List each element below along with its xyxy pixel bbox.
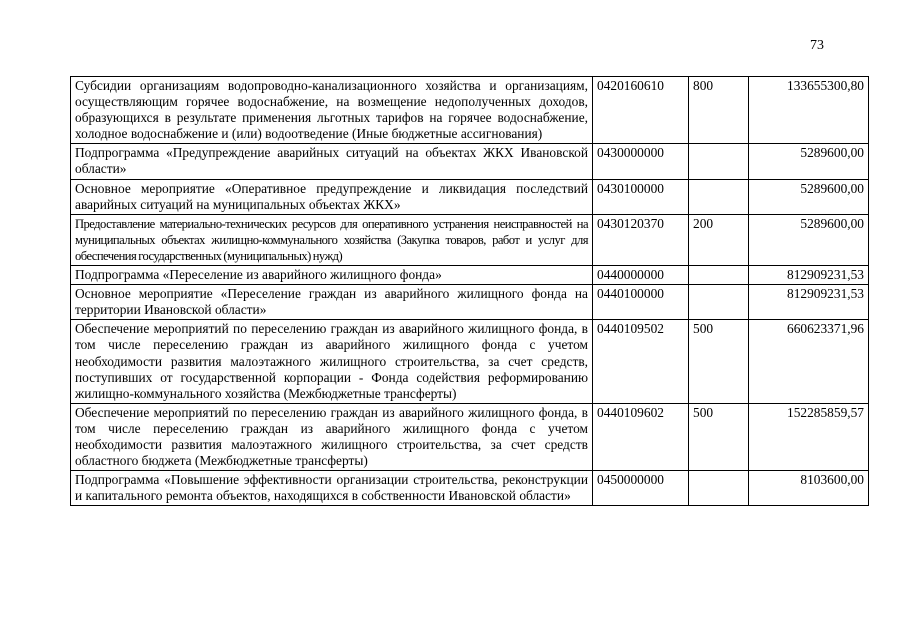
row-target-code: 0420160610 bbox=[593, 77, 689, 144]
row-expense-type: 500 bbox=[689, 320, 749, 403]
page-number: 73 bbox=[810, 38, 824, 53]
table-row bbox=[71, 266, 869, 285]
row-sum: 152285859,57 bbox=[749, 403, 869, 470]
row-name: Обеспечение мероприятий по переселению граждан из аварийного жилищного фонда, в том числе переселению граждан из аварийного жилищного фонда с учетом необходимости развития малоэтажного жилищного строительства, за счет средств, поступивших от государственной корпорации - Фонда содействия реформированию жилищно-коммунального хозяйства (Межбюджетные трансферты) bbox=[71, 320, 593, 403]
row-name: Подпрограмма «Повышение эффективности организации строительства, реконструкции и капитального ремонта объектов, находящихся в собственности Ивановской области» bbox=[71, 471, 593, 506]
row-expense-type: 800 bbox=[689, 77, 749, 144]
row-target-code: 0430000000 bbox=[593, 144, 689, 179]
row-target-code: 0430120370 bbox=[593, 214, 689, 265]
budget-table bbox=[70, 76, 869, 506]
row-expense-type bbox=[689, 285, 749, 320]
row-target-code: 0440100000 bbox=[593, 285, 689, 320]
row-expense-type bbox=[689, 144, 749, 179]
row-name: Подпрограмма «Переселение из аварийного жилищного фонда» bbox=[71, 266, 593, 285]
row-name: Субсидии организациям водопроводно-канализационного хозяйства и организациям, осуществляющим горячее водоснабжение, на возмещение недополученных доходов, образующихся в результате применения льготных тарифов на горячее водоснабжение, холодное водоснабжение и (или) водоотведение (Иные бюджетные ассигнования) bbox=[71, 77, 593, 144]
row-name: Основное мероприятие «Оперативное предупреждение и ликвидация последствий аварийных ситуаций на муниципальных объектах ЖКХ» bbox=[71, 179, 593, 214]
row-expense-type: 500 bbox=[689, 403, 749, 470]
row-sum: 812909231,53 bbox=[749, 266, 869, 285]
row-sum: 5289600,00 bbox=[749, 144, 869, 179]
table-row bbox=[71, 214, 869, 265]
row-expense-type bbox=[689, 179, 749, 214]
table-row bbox=[71, 285, 869, 320]
row-name: Обеспечение мероприятий по переселению граждан из аварийного жилищного фонда, в том числе переселению граждан из аварийного жилищного фонда с учетом необходимости развития малоэтажного жилищного строительства, за счет средств областного бюджета (Межбюджетные трансферты) bbox=[71, 403, 593, 470]
row-name: Предоставление материально-технических ресурсов для оперативного устранения неисправностей на муниципальных объектах жилищно-коммунального хозяйства (Закупка товаров, работ и услуг для обеспечения государственных (муниципальных) нужд) bbox=[71, 214, 593, 265]
row-name: Подпрограмма «Предупреждение аварийных ситуаций на объектах ЖКХ Ивановской области» bbox=[71, 144, 593, 179]
row-expense-type: 200 bbox=[689, 214, 749, 265]
table-row bbox=[71, 471, 869, 506]
row-target-code: 0450000000 bbox=[593, 471, 689, 506]
row-sum: 5289600,00 bbox=[749, 179, 869, 214]
row-sum: 812909231,53 bbox=[749, 285, 869, 320]
table-row bbox=[71, 144, 869, 179]
row-name: Основное мероприятие «Переселение граждан из аварийного жилищного фонда на территории Ивановской области» bbox=[71, 285, 593, 320]
row-sum: 5289600,00 bbox=[749, 214, 869, 265]
row-target-code: 0440109502 bbox=[593, 320, 689, 403]
table-row bbox=[71, 320, 869, 403]
table-row bbox=[71, 77, 869, 144]
table-row bbox=[71, 403, 869, 470]
row-target-code: 0440109602 bbox=[593, 403, 689, 470]
row-sum: 133655300,80 bbox=[749, 77, 869, 144]
row-target-code: 0430100000 bbox=[593, 179, 689, 214]
row-target-code: 0440000000 bbox=[593, 266, 689, 285]
row-expense-type bbox=[689, 471, 749, 506]
row-sum: 8103600,00 bbox=[749, 471, 869, 506]
row-expense-type bbox=[689, 266, 749, 285]
row-sum: 660623371,96 bbox=[749, 320, 869, 403]
table-row bbox=[71, 179, 869, 214]
